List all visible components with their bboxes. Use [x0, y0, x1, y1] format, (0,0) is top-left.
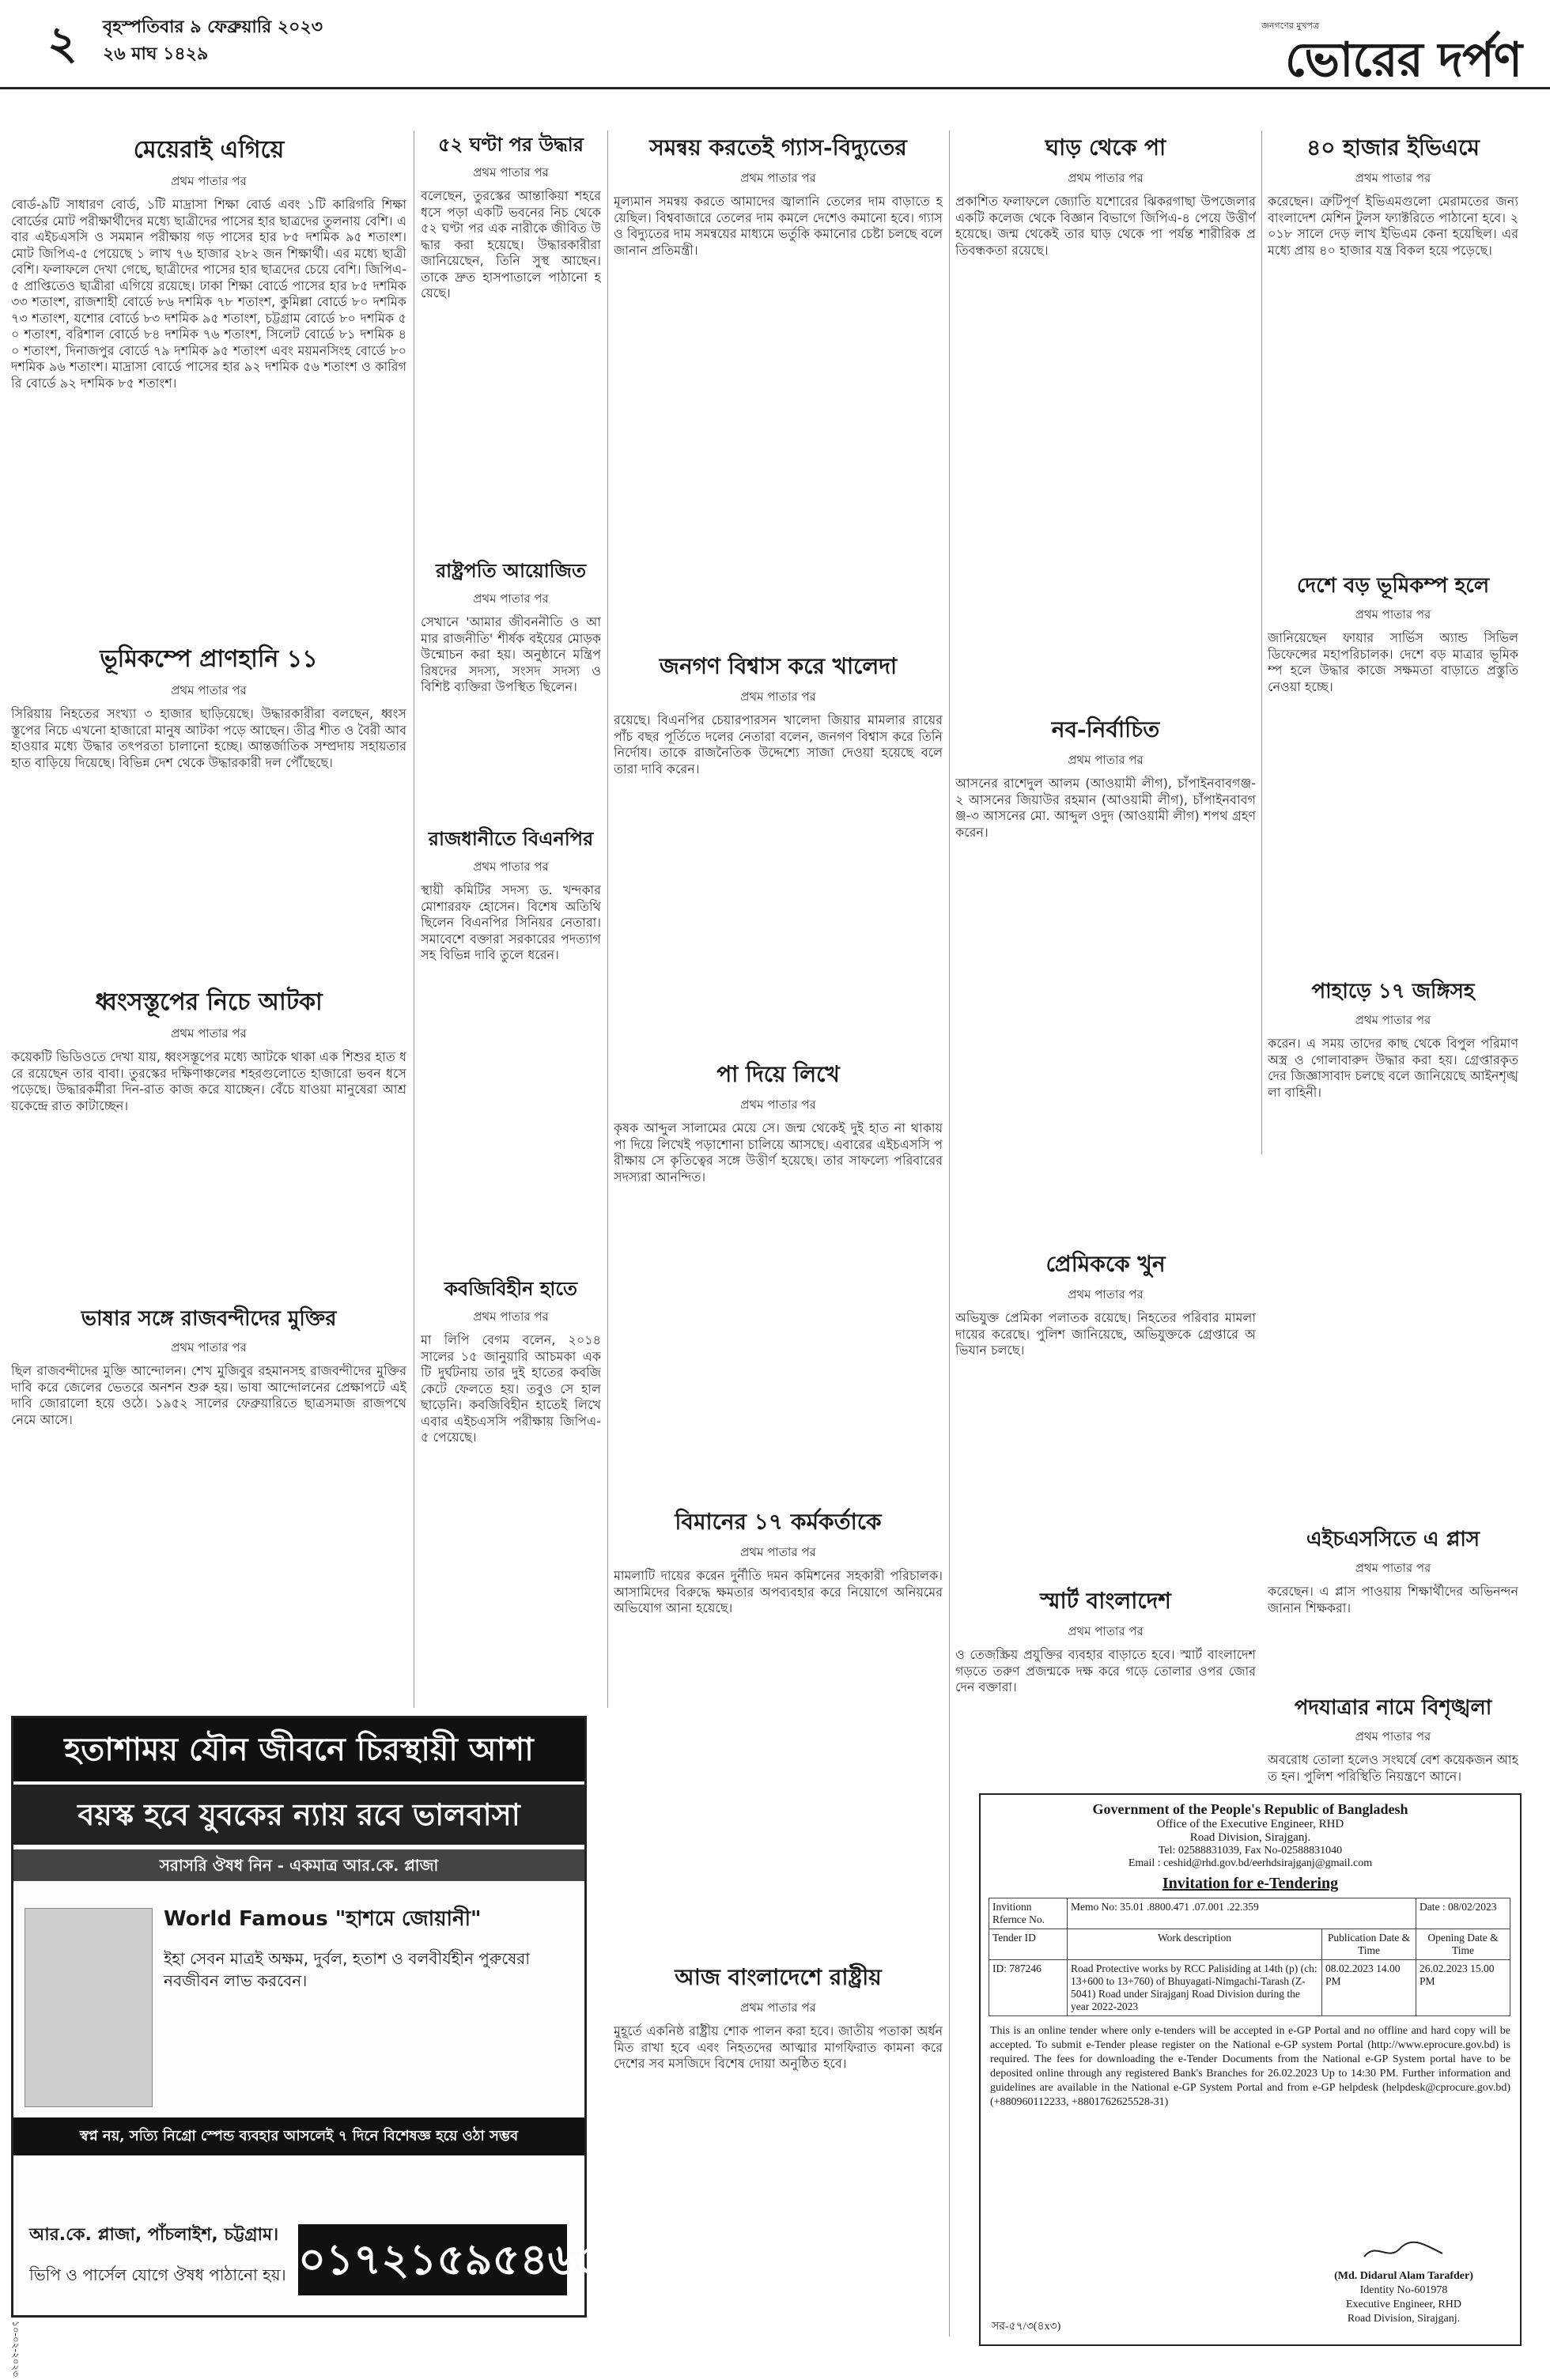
article-body: বলেছেন, তুরস্কের আন্তাকিয়া শহরে ধসে পড়া একটি ভবনের নিচ থেকে ৫২ ঘণ্টা পর এক নারীকে জীবিত উদ্ধার করা হয়েছে। উদ্ধারকারীরা জানিয়েছেন, তিনি সুস্থ আছেন। তাকে দ্রুত হাসপাতালে পাঠানো হয়েছে।: [421, 188, 601, 300]
column-third: [614, 130, 943, 2337]
ad-address: আর.কে. প্লাজা, পাঁচলাইশ, চট্টগ্রাম।: [29, 2225, 279, 2245]
column-header: Opening Date & Time: [1416, 1929, 1510, 1960]
signatory-division: Road Division, Sirajganj.: [1347, 2313, 1461, 2325]
newspaper-logo: ভোরের দর্পণ: [1285, 32, 1522, 88]
article-body: প্রকাশিত ফলাফলে জ্যোতি যশোরের ঝিকরগাছা উপজেলার একটি কলেজ থেকে বিজ্ঞান বিভাগে জিপিএ-৪ পেয়ে উত্তীর্ণ হয়েছে। জন্ম থেকেই তার ঘাড় থেকে পা পর্যন্ত শারীরিক প্রতিবন্ধকতা রয়েছে।: [955, 194, 1256, 258]
signatory-name: (Md. Didarul Alam Tarafder): [1334, 2270, 1473, 2282]
column-second: [421, 130, 601, 1708]
article-body: মা লিপি বেগম বলেন, ২০১৪ সালের ১৫ জানুয়ারি আচমকা একটি দুর্ঘটনায় তার দুই হাতের কবজি কেটে ফেলতে হয়। তবুও সে হাল ছাড়েনি। কবজিবিহীন হাতেই লিখে এবার এইচএসসি পরীক্ষায় জিপিএ-৫ পেয়েছে।: [421, 1332, 601, 1445]
memo-no: Memo No: 35.01 .8800.471 .07.001 .22.359: [1068, 1898, 1416, 1929]
article-body: কৃষক আব্দুল সালামের মেয়ে সে। জন্ম থেকেই দুই হাত না থাকায় পা দিয়ে লিখেই পড়াশোনা চালিয়ে আসছে। এবারের এইচএসসি পরীক্ষায় সে কৃতিত্বের সঙ্গে উত্তীর্ণ হয়েছে। তার সাফল্যে পরিবারের সদস্যরা আনন্দিত।: [614, 1120, 943, 1184]
headline: ঘাড় থেকে পা: [1045, 134, 1166, 161]
column-header: Work description: [1068, 1929, 1322, 1960]
jump-line: প্রথম পাতার পর: [1355, 1729, 1431, 1743]
article-body: অবরোধ তোলা হলেও সংঘর্ষে বেশ কয়েকজন আহত হন। পুলিশ পরিস্থিতি নিয়ন্ত্রণে আনে।: [1268, 1752, 1518, 1784]
jump-line: প্রথম পাতার পর: [740, 689, 816, 704]
jump-line: প্রথম পাতার পর: [1068, 1287, 1144, 1301]
memo-date: Date : 08/02/2023: [1416, 1898, 1510, 1929]
advertisement: [11, 1716, 603, 2318]
article-body: সেখানে 'আমার জীবননীতি ও আমার রাজনীতি' শীর্ষক বইয়ের মোড়ক উন্মোচন করা হয়। অনুষ্ঠানে মন্ত্রিপরিষদের সদস্য, সংসদ সদস্য ও বিশিষ্ট ব্যক্তিরা উপস্থিত ছিলেন।: [421, 614, 601, 694]
tender-email: Email : ceshid@rhd.gov.bd/eerhdsirajganj@gmail.com: [1128, 1857, 1373, 1869]
table-header-row: [989, 1929, 1510, 1960]
jump-line: প্রথম পাতার পর: [740, 2000, 816, 2015]
headline: বিমানের ১৭ কর্মকর্তাকে: [675, 1509, 882, 1535]
table-row: [989, 1960, 1510, 2016]
signature-block: [1297, 2238, 1510, 2326]
headline: এইচএসসিতে এ প্লাস: [1306, 1528, 1480, 1551]
article-body: রয়েছে। বিএনপির চেয়ারপারসন খালেদা জিয়ার মামলার রায়ের পাঁচ বছর পূর্তিতে দলের নেতারা বলেন, জনগণ বিশ্বাস করে তিনি নির্দোষ। তাকে রাজনৈতিক উদ্দেশ্যে সাজা দেওয়া হয়েছে বলে তারা দাবি করেন।: [614, 712, 943, 776]
signatory-designation: Executive Engineer, RHD: [1345, 2299, 1461, 2310]
right-lower: [1268, 569, 1518, 1787]
jump-line: প্রথম পাতার পর: [1355, 1561, 1431, 1575]
article-body: সিরিয়ায় নিহতের সংখ্যা ৩ হাজার ছাড়িয়েছে। উদ্ধারকারীরা বলছেন, ধ্বংসস্তূপের নিচে এখনো হাজারো মানুষ আটকা পড়ে আছেন। তীব্র শীত ও বৈরী আবহাওয়ার মধ্যে উদ্ধার তৎপরতা চালানো হচ্ছে। আন্তর্জাতিক সম্প্রদায় সহায়তার হাত বাড়িয়ে দিয়েছে। বিভিন্ন দেশ থেকে উদ্ধারকারী দল পৌঁছেছে।: [11, 706, 406, 770]
headline: মেয়েরাই এগিয়ে: [133, 136, 285, 164]
work-description: Road Protective works by RCC Palisiding at 14th (p) (ch: 13+600 to 13+760) of Bhuyagati-Nimgachi-Tarash (Z-5041) Road under Sirajganj Road Division during the year 2022-2023: [1068, 1960, 1322, 2016]
tender-tel: Tel: 02588831039, Fax No-02588831040: [1158, 1845, 1343, 1857]
article-body: করেছেন। ত্রুটিপূর্ণ ইভিএমগুলো মেরামতের জন্য বাংলাদেশ মেশিন টুলস ফ্যাক্টরিতে পাঠানো হবে। ২০১৮ সালে দেড় লাখ ইভিএম কেনা হয়েছিল। এর মধ্যে প্রায় ৪০ হাজার যন্ত্র বিকল হয়ে পড়েছে।: [1268, 194, 1518, 258]
column-left: [11, 130, 406, 1708]
column-header: Tender ID: [989, 1929, 1068, 1960]
article-body: ছিল রাজবন্দীদের মুক্তি আন্দোলন। শেখ মুজিবুর রহমানসহ রাজবন্দীদের মুক্তির দাবি করে জেলের ভেতরে অনশন শুরু হয়। ভাষা আন্দোলনের প্রেক্ষাপটে এই দাবি জোরালো হয়ে ওঠে। ১৯৫২ সালের ফেব্রুয়ারিতে ছাত্রসমাজ রাজপথে নেমে আসে।: [11, 1363, 406, 1427]
tender-title: Invitation for e-Tendering: [1162, 1875, 1339, 1892]
ad-phone-number: ০১৭২১৫৯৫৪৬৫: [298, 2224, 567, 2295]
memo-label: Invitionn Rfernce No.: [989, 1898, 1068, 1929]
ad-delivery: ভিপি ও পার্সেল যোগে ঔষধ পাঠানো হয়।: [29, 2265, 286, 2284]
article-body: অভিযুক্ত প্রেমিকা পলাতক রয়েছে। নিহতের পরিবার মামলা দায়ের করেছে। পুলিশ জানিয়েছে, অভিযুক্তকে গ্রেপ্তারে অভিযান চলছে।: [955, 1310, 1256, 1358]
jump-line: প্রথম পাতার পর: [473, 591, 549, 606]
jump-line: প্রথম পাতার পর: [171, 1026, 247, 1041]
article-body: করেছেন। এ প্লাস পাওয়ায় শিক্ষার্থীদের অভিনন্দন জানান শিক্ষকরা।: [1268, 1584, 1518, 1615]
tender-gov-title: Government of the People's Republic of Bangladesh: [1092, 1801, 1408, 1817]
jump-line: প্রথম পাতার পর: [1068, 753, 1144, 767]
jump-line: প্রথম পাতার পর: [1068, 1624, 1144, 1638]
article-body: কয়েকটি ভিডিওতে দেখা যায়, ধ্বংসস্তূপের মধ্যে আটকে থাকা এক শিশুর হাত ধরে রয়েছেন তার বাবা। তুরস্কের দক্ষিণাঞ্চলের শহরগুলোতে হাজারো ভবন ধসে পড়েছে। উদ্ধারকর্মীরা দিন-রাত কাজ করে যাচ্ছেন। বেঁচে যাওয়া মানুষেরা আশ্রয়কেন্দ্রে রাত কাটাচ্ছেন।: [11, 1049, 406, 1113]
ad-banner: সরাসরি ঔষধ নিন - একমাত্র আর.কে. প্লাজা: [13, 1849, 584, 1881]
headline: স্মার্ট বাংলাদেশ: [1040, 1588, 1171, 1614]
headline: ৫২ ঘণ্টা পর উদ্ধার: [438, 133, 584, 156]
jump-line: প্রথম পাতার পর: [740, 1097, 816, 1112]
signatory-id: Identity No-601978: [1359, 2284, 1448, 2296]
headline: ভূমিকম্পে প্রাণহানি ১১: [100, 645, 318, 673]
jump-line: প্রথম পাতার পর: [740, 171, 816, 185]
headline: রাষ্ট্রপতি আয়োজিত: [435, 559, 587, 582]
headline: পাহাড়ে ১৭ জঙ্গিসহ: [1311, 980, 1475, 1003]
ad-photo: [25, 1908, 153, 2107]
column-header: Publication Date & Time: [1322, 1929, 1416, 1960]
jump-line: প্রথম পাতার পর: [473, 1309, 549, 1324]
headline: প্রেমিককে খুন: [1045, 1251, 1166, 1277]
headline: পদযাত্রার নামে বিশৃঙ্খলা: [1294, 1696, 1492, 1720]
headline: ধ্বংসস্তূপের নিচে আটকা: [95, 988, 323, 1016]
headline: দেশে বড় ভূমিকম্প হলে: [1296, 574, 1490, 598]
tender-notice: [979, 1793, 1522, 2346]
jump-line: প্রথম পাতার পর: [473, 859, 549, 874]
article-body: জানিয়েছেন ফায়ার সার্ভিস অ্যান্ড সিভিল ডিফেন্সের মহাপরিচালক। দেশে বড় মাত্রার ভূমিকম্প হলে উদ্ধার কাজে সক্ষমতা বাড়াতে প্রস্তুতি নেওয়া হচ্ছে।: [1268, 630, 1518, 694]
table-row: [989, 1898, 1510, 1929]
ad-product: World Famous "হাশমে জোয়ানী": [164, 1907, 482, 1931]
dateline: [103, 14, 323, 68]
ad-headline-1: হতাশাময় যৌন জীবনে চিরস্থায়ী আশা: [13, 1718, 584, 1781]
tender-notice-text: This is an online tender where only e-tenders will be accepted in e-GP Portal and no offline and hard copy will be accepted. To submit e-Tender please register on the National e-GP system Portal (http://www.eprocure.gov.bd) is required. The fees for downloading the e-Tender Documents from the National e-GP System portal have to be deposited online through any registered Bank's Branches for 26.02.2023 Up to 14:30 PM. Further information and guidelines are available in the National e-GP System Portal and from e-GP helpdesk (helpdesk@cprocure.gov.bd) (+880960112233, +8801762625528-31): [990, 2025, 1510, 2108]
tender-table: [989, 1898, 1510, 2016]
headline: ৪০ হাজার ইভিএমে: [1306, 134, 1480, 161]
jump-line: প্রথম পাতার পর: [171, 1340, 247, 1354]
jump-line: প্রথম পাতার পর: [473, 165, 549, 179]
date-bengali: ২৬ মাঘ ১৪২৯: [103, 44, 209, 64]
jump-line: প্রথম পাতার পর: [171, 683, 247, 697]
ad-headline-2: বয়স্ক হবে যুবকের ন্যায় রবে ভালবাসা: [13, 1785, 584, 1845]
jump-line: প্রথম পাতার পর: [171, 174, 247, 188]
headline: আজ বাংলাদেশে রাষ্ট্রীয়: [675, 1964, 882, 1990]
headline: কবজিবিহীন হাতে: [444, 1277, 578, 1300]
jump-line: প্রথম পাতার পর: [1068, 171, 1144, 185]
jump-line: প্রথম পাতার পর: [740, 1545, 816, 1559]
tender-id: ID: 787246: [989, 1960, 1068, 2016]
headline: রাজধানীতে বিএনপির: [428, 827, 594, 850]
article-body: করেন। এ সময় তাদের কাছ থেকে বিপুল পরিমাণ অস্ত্র ও গোলাবারুদ উদ্ধার করা হয়। গ্রেপ্তারকৃতদের জিজ্ঞাসাবাদ চলছে বলে জানিয়েছে আইনশৃঙ্খলা বাহিনী।: [1268, 1036, 1518, 1100]
article-body: ও তেজস্ক্রিয় প্রযুক্তির ব্যবহার বাড়াতে হবে। স্মার্ট বাংলাদেশ গড়তে তরুণ প্রজন্মকে দক্ষ করে গড়ে তোলার ওপর জোর দেন বক্তারা।: [955, 1647, 1256, 1694]
article-body: স্থায়ী কমিটির সদস্য ড. খন্দকার মোশাররফ হোসেন। বিশেষ অতিথি ছিলেন বিএনপির সিনিয়র নেতারা। সমাবেশে বক্তারা সরকারের পদত্যাগসহ বিভিন্ন দাবি তুলে ধরেন।: [421, 882, 601, 962]
jump-line: প্রথম পাতার পর: [1355, 1013, 1431, 1027]
tender-ref: সর-৫৭/৩(৪x৩): [992, 2321, 1061, 2333]
headline: সমন্বয় করতেই গ্যাস-বিদ্যুতের: [649, 134, 907, 161]
signature-scribble: [1360, 2238, 1447, 2265]
headline: ভাষার সঙ্গে রাজবন্দীদের মুক্তির: [81, 1307, 337, 1331]
article-body: আসনের রাশেদুল আলম (আওয়ামী লীগ), চাঁপাইনবাবগঞ্জ-২ আসনের জিয়াউর রহমান (আওয়ামী লীগ), চাঁপাইনবাবগঞ্জ-৩ আসনের মো. আব্দুল ওদুদ (আওয়ামী লীগ) শপথ গ্রহণ করেন।: [955, 776, 1256, 840]
article-body: মামলাটি দায়ের করেন দুর্নীতি দমন কমিশনের সহকারী পরিচালক। আসামিদের বিরুদ্ধে ক্ষমতার অপব্যবহার করে নিয়োগে অনিয়মের অভিযোগ আনা হয়েছে।: [614, 1568, 943, 1615]
jump-line: প্রথম পাতার পর: [1355, 171, 1431, 185]
article-body: বোর্ড-৯টি সাধারণ বোর্ড, ১টি মাদ্রাসা শিক্ষা বোর্ড এবং ১টি কারিগরি শিক্ষা বোর্ডের মোট পরীক্ষার্থীদের মধ্যে ছাত্রীদের পাসের হার ছাত্রদের তুলনায় বেশি। এবার এইচএসসি ও সমমান পরীক্ষায় গড় পাসের হার ৮৫ দশমিক ৯৫ শতাংশ। মোট জিপিএ-৫ পেয়েছে ১ লাখ ৭৬ হাজার ২৮২ জন শিক্ষার্থী। এর মধ্যে ছাত্রী বেশি। ফলাফলে দেখা গেছে, ছাত্রীদের পাসের হার ছাত্রদের চেয়ে বেশি। জিপিএ-৫ প্রাপ্তিতেও ছাত্রীরা এগিয়ে রয়েছে। ঢাকা শিক্ষা বোর্ডে পাসের হার ৮৫ দশমিক ৩৩ শতাংশ, রাজশাহী বোর্ডে ৮৬ দশমিক ৭৮ শতাংশ, কুমিল্লা বোর্ডে ৮০ দশমিক ৭৩ শতাংশ, যশোর বোর্ডে ৮৩ দশমিক ৯৫ শতাংশ, চট্টগ্রাম বোর্ডে ৮০ দশমিক ৫০ শতাংশ, বরিশাল বোর্ডে ৮৪ দশমিক ৭৬ শতাংশ, সিলেট বোর্ডে ৮১ দশমিক ৪০ শতাংশ, দিনাজপুর বোর্ডে ৭৯ দশমিক ৯৫ শতাংশ এবং ময়মনসিংহ বোর্ডে ৮০ দশমিক ৯৬ শতাংশ। মাদ্রাসা বোর্ডে পাসের হার ৯২ দশমিক ৫৬ শতাংশ ও কারিগরি বোর্ডে ৯২ দশমিক ৮৫ শতাংশ।: [11, 197, 406, 391]
headline: নব-নির্বাচিত: [1051, 716, 1160, 742]
article-body: মূল্যমান সমন্বয় করতে আমাদের জ্বালানি তেলের দাম বাড়াতে হয়েছিল। বিশ্ববাজারে তেলের দাম কমলে দেশেও কমানো হবে। গ্যাস ও বিদ্যুতের দাম সমন্বয়ের মাধ্যমে ভর্তুকি কমানোর চেষ্টা চলছে বলে জানান প্রতিমন্ত্রী।: [614, 194, 943, 258]
headline: জনগণ বিশ্বাস করে খালেদা: [659, 653, 898, 679]
article-body: মুহূর্তে একনিষ্ঠ রাষ্ট্রীয় শোক পালন করা হবে। জাতীয় পতাকা অর্ধনমিত রাখা হবে এবং নিহতদের আত্মার মাগফিরাত কামনা করে দেশের সব মসজিদে বিশেষ দোয়া অনুষ্ঠিত হবে।: [614, 2023, 943, 2071]
ad-product-note: ইহা সেবন মাত্রই অক্ষম, দুর্বল, হতাশ ও বলবীর্যহীন পুরুষেরা নবজীবন লাভ করবেন।: [164, 1949, 531, 1990]
date-gregorian: বৃহস্পতিবার ৯ ফেব্রুয়ারি ২০২৩: [103, 17, 323, 37]
page-number: ২: [47, 16, 78, 70]
jump-line: প্রথম পাতার পর: [1355, 607, 1431, 621]
ad-tagline: স্বপ্ন নয়, সত্যি নিগ্রো স্পেন্ড ব্যবহার আসলেই ৭ দিনে বিশেষজ্ঞ হয়ে ওঠা সম্ভব: [13, 2117, 584, 2155]
opening-date: 26.02.2023 15.00 PM: [1416, 1960, 1510, 2016]
publication-date: 08.02.2023 14.00 PM: [1322, 1960, 1416, 2016]
footer-code: ১০-০২-২০২৩: [10, 2321, 21, 2378]
brand-tagline: জনগণের মুখপত্র: [1261, 21, 1320, 31]
tender-office: Office of the Executive Engineer, RHD: [1156, 1818, 1344, 1830]
tender-division: Road Division, Sirajganj.: [1189, 1831, 1311, 1844]
headline: পা দিয়ে লিখে: [716, 1061, 840, 1087]
